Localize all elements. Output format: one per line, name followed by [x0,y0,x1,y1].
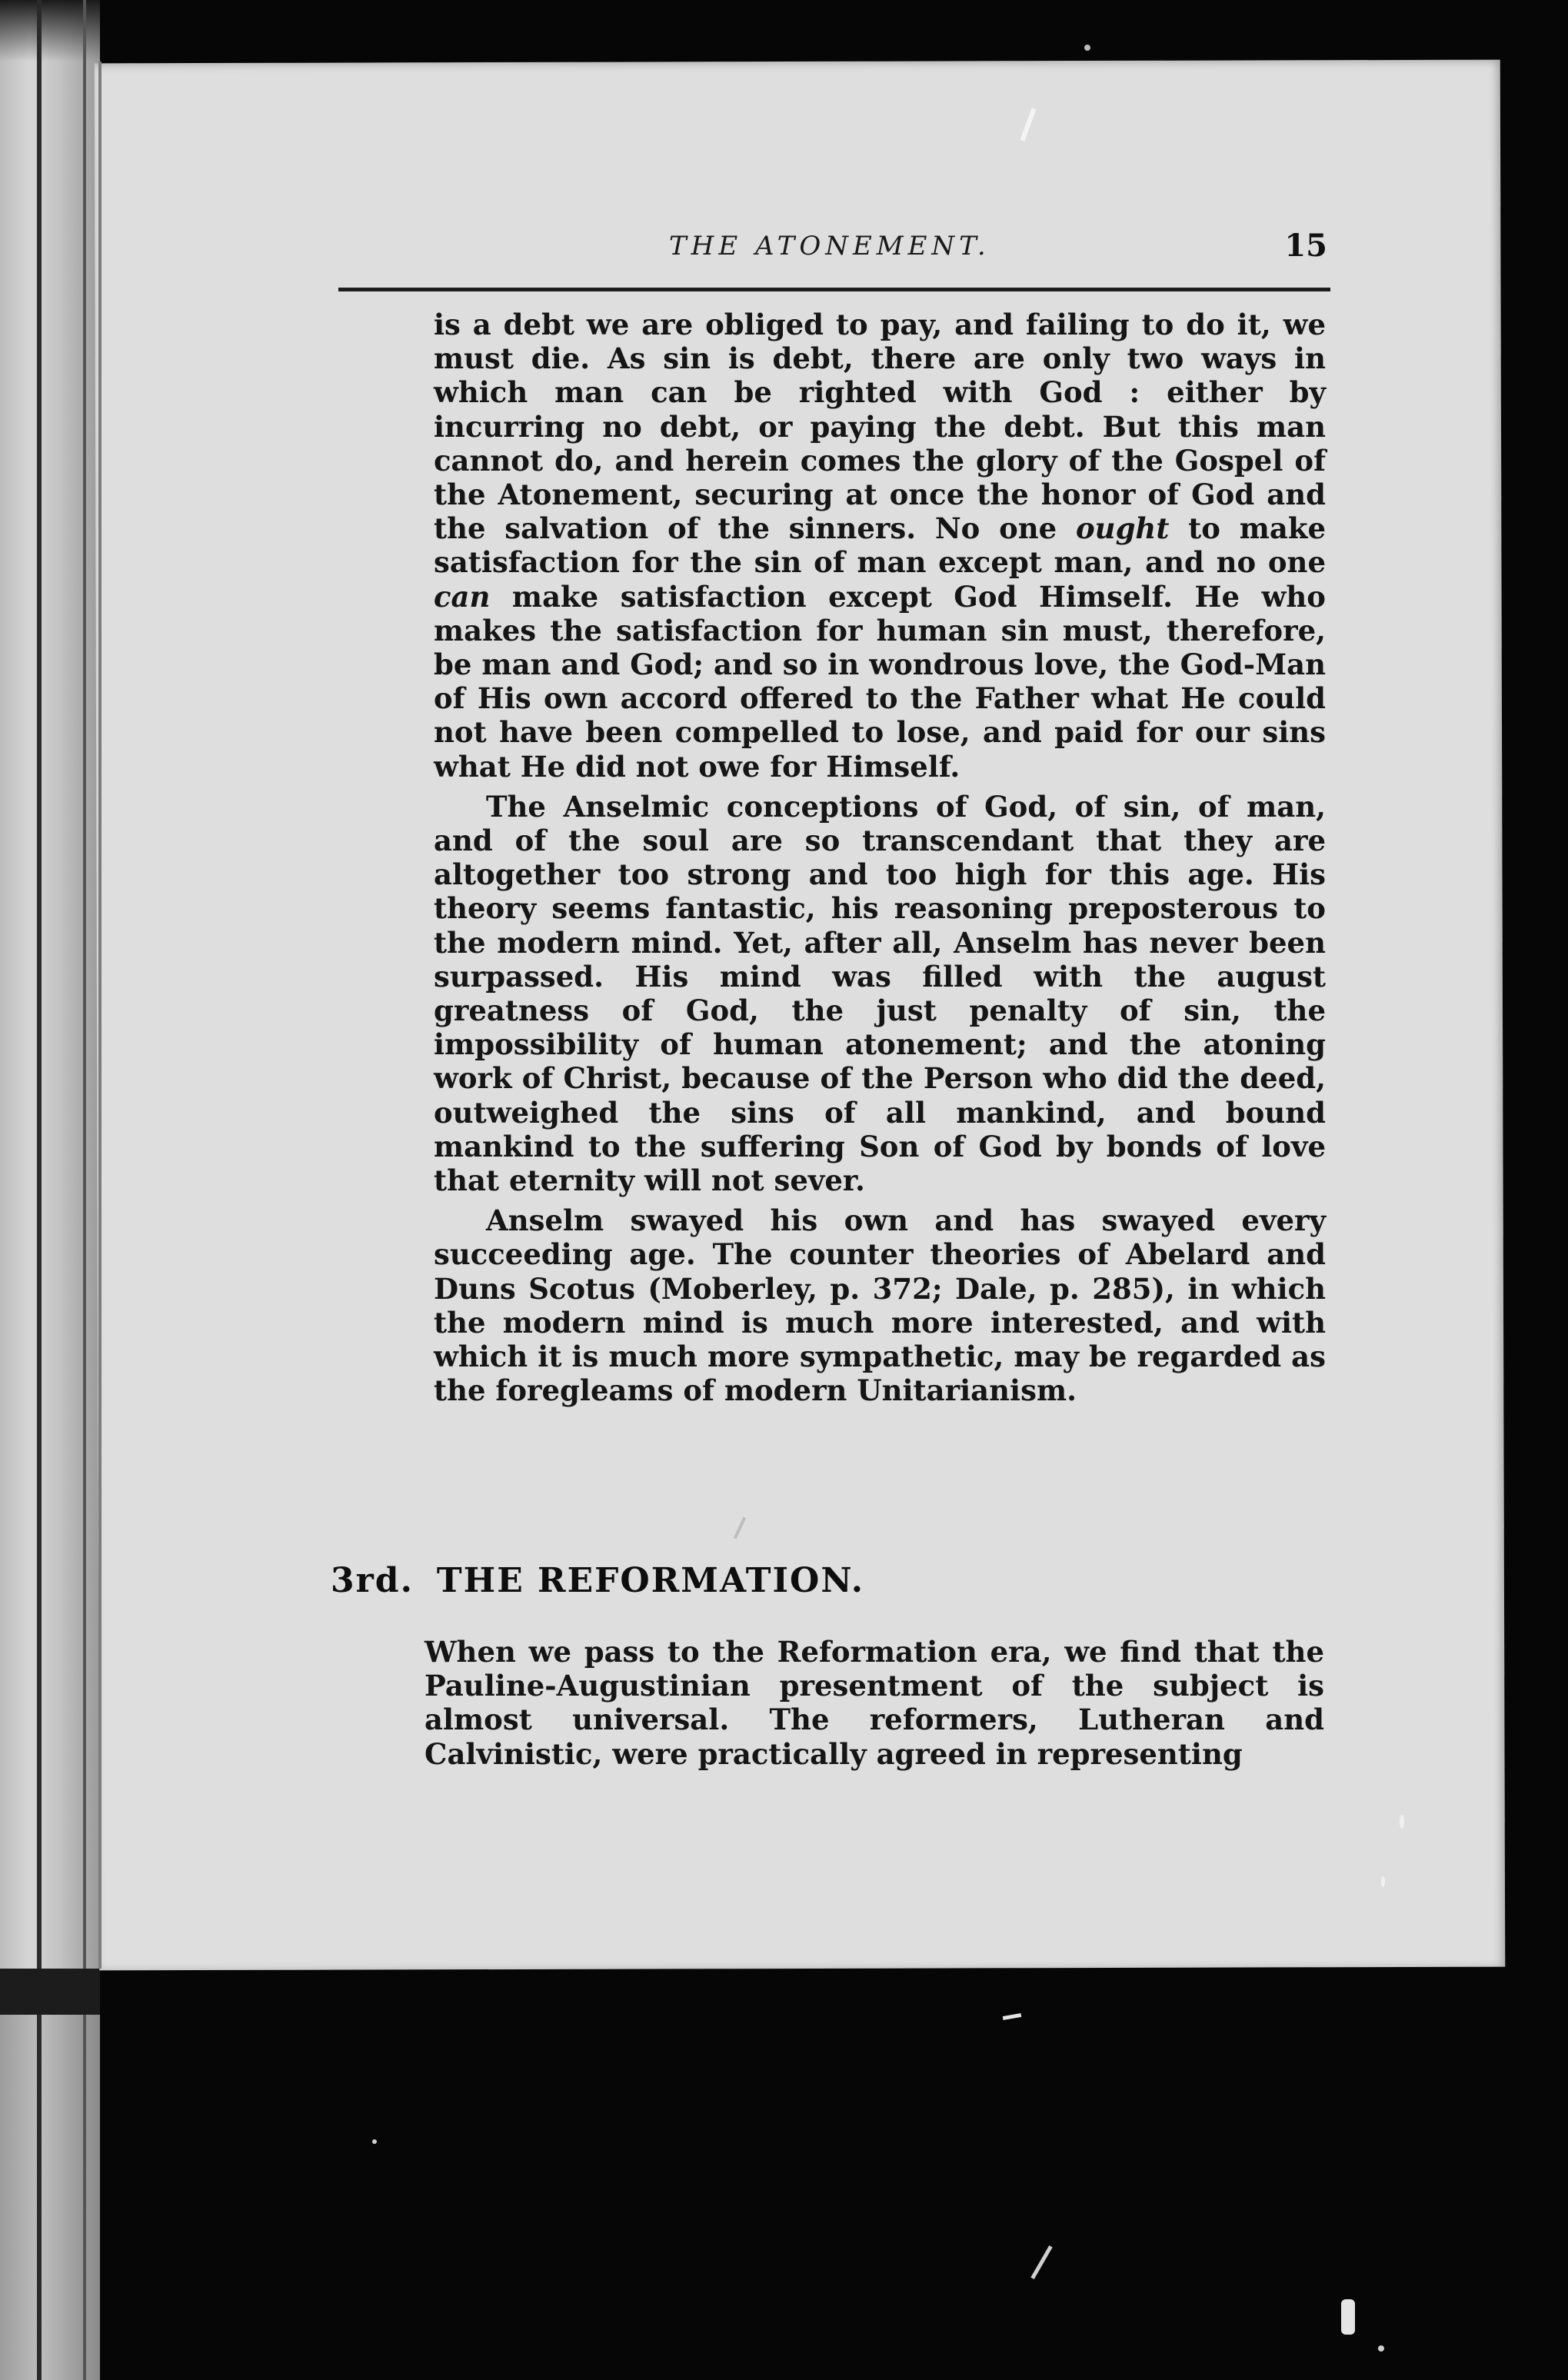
section-title: THE REFORMATION. [436,1561,865,1600]
running-head [331,223,1330,269]
scan-speck [1378,2345,1384,2352]
body-text [434,308,1326,1408]
paragraph-1-text-b: to make satisfaction for the sin of man except man, and no one [434,511,1326,580]
section-heading [331,1561,1253,1600]
page-content [331,223,1330,1771]
paragraph-1-text-c: make satisfaction except God Himself. He who makes the satisfaction for human sin must, therefore, be man and God; and so in wondrous love, the God-Man of His own accord offered to the Father what He could not have been compelled to lose, and paid for our sins what He did not owe for Himself. [434,579,1326,784]
paragraph-2: The Anselmic conceptions of God, of sin, of man, and of the soul are so transcendant that they are altogether too strong and too high for this age. His theory seems fantastic, his reasoning preposterous to the modern mind. Yet, after all, Anselm has never been surpassed. His mind was filled with the august greatness of God, the just penalty of sin, the impossibility of human atonement; and the atoning work of Christ, because of the Person who did the deed, outweighed the sins of all mankind, and bound mankind to the suffering Son of God by bonds of love that eternity will not sever. [434,789,1326,1198]
adjacent-page-edge [0,0,100,2380]
italic-ought: ought [1075,511,1170,546]
paragraph-1 [434,308,1326,784]
adjacent-page-lower [0,2015,100,2380]
running-head-title: THE ATONEMENT. [669,231,990,261]
scan-speck [1084,45,1090,51]
page-fold-line-lower [37,2015,42,2380]
scan-speck [1341,2299,1355,2335]
scan-speck [1381,1876,1385,1887]
page-number: 15 [1284,228,1327,264]
paragraph-3: Anselm swayed his own and has swayed every succeeding age. The counter theories of Abelard and Duns Scotus (Moberley, p. 372; Dale, p. 285), in which the modern mind is much more interested, and with which it is much more sympathetic, may be regarded as the foregleams of modern Unitarianism. [434,1203,1326,1408]
section-number: 3rd. [331,1561,414,1600]
paragraph-1-text-a: is a debt we are obliged to pay, and failing to do it, we must die. As sin is debt, there are only two ways in which man can be righted with God : either by incurring no debt, or paying the debt. But this man cannot do, and herein comes the glory of the Gospel of the Atonement, securing at once the honor of God and the salvation of the sinners. No one [434,308,1326,546]
scan-speck [372,2139,377,2144]
page-left-border [98,62,102,1969]
scan-shadow-band [0,1969,100,2015]
scan-scratch [1030,2245,1052,2279]
section-text [424,1635,1324,1771]
italic-can: can [434,579,491,614]
header-rule [338,288,1330,291]
page-fold-line-lower-inner [83,2015,86,2380]
scan-scratch [1003,2013,1022,2020]
section-paragraph: When we pass to the Reformation era, we find that the Pauline-Augustinian presentment of the subject is almost universal. The reformers, Lutheran and Calvinistic, were practically agreed in representing [424,1635,1324,1771]
scan-speck [1400,1815,1404,1829]
